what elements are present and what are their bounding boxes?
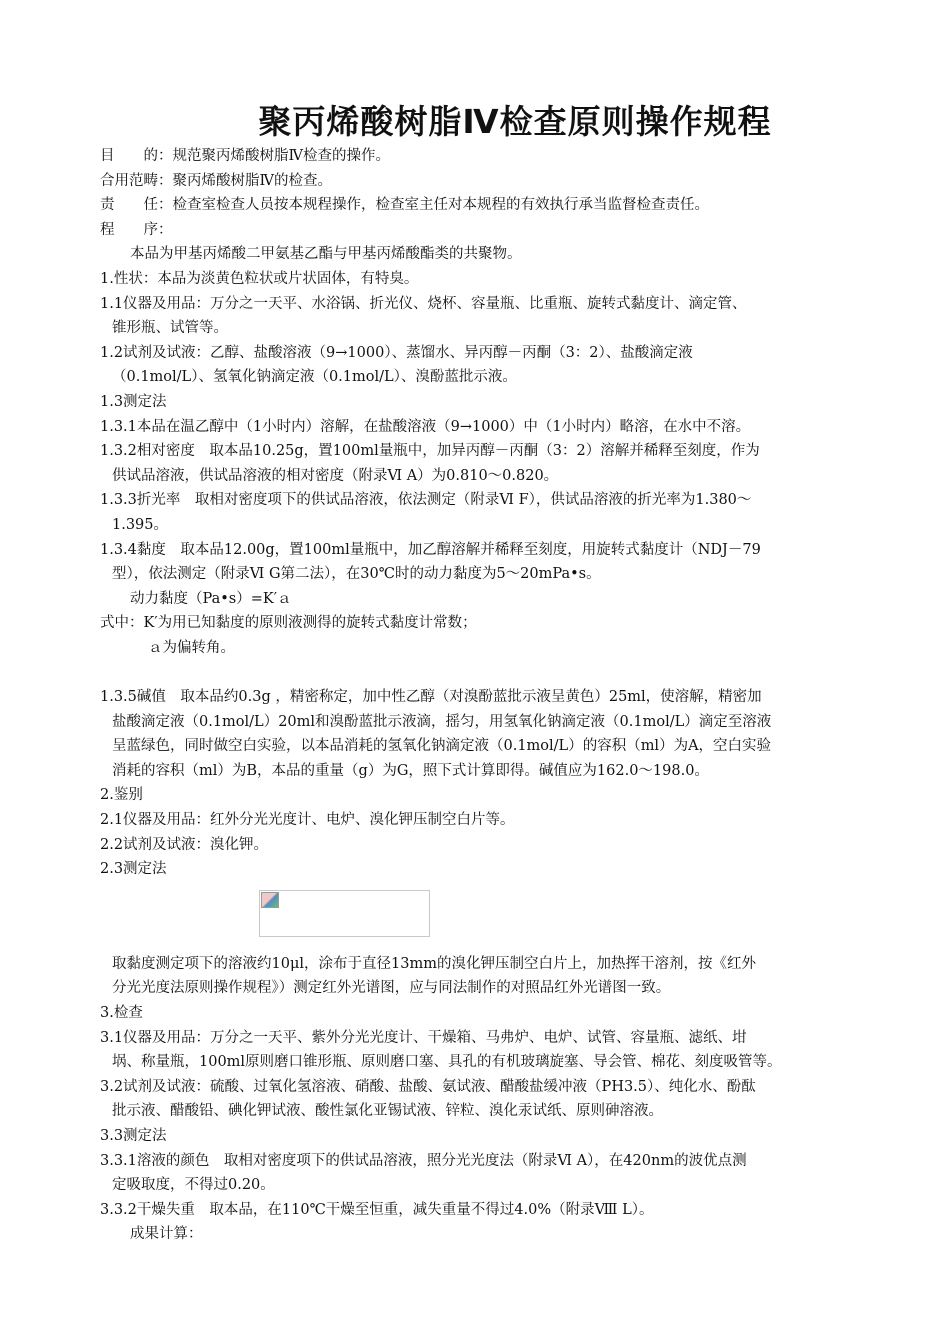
section-1-3-4-cont: 型），依法测定（附录Ⅵ G第二法），在30℃时的动力黏度为5～20mPa•s。 (112, 566, 601, 583)
section-1-3-2-cont: 供试品溶液，供试品溶液的相对密度（附录Ⅵ A）为0.810～0.820。 (112, 467, 559, 484)
section-2-3-heading: 2.3测定法 (100, 861, 167, 878)
section-2-3-text: 取黏度测定项下的溶液约10μl，涂布于直径13mm的溴化钾压制空白片上，加热挥干溶剂，按《红外 (112, 955, 756, 972)
purpose-line: 目 的：规范聚丙烯酸树脂Ⅳ检查的操作。 (100, 148, 390, 164)
section-2-2-line: 2.2试剂及试液：溴化钾。 (100, 836, 269, 853)
section-1-1-cont: 锥形瓶、试管等。 (112, 320, 228, 337)
section-3-2-line: 3.2试剂及试液：硫酸、过氧化氢溶液、硝酸、盐酸、氨试液、醋酸盐缓冲液（PH3.5）、纯化水、酚酞 (100, 1078, 756, 1095)
formula-note: 式中：K′为用已知黏度的原则液测得的旋转式黏度计常数； (100, 615, 477, 632)
section-3-3-1-line: 3.3.1溶液的颜色 取相对密度项下的供试品溶液，照分光光度法（附录Ⅵ A），在420nm的波优点测 (100, 1152, 747, 1169)
document-title: 聚丙烯酸树脂Ⅳ检查原则操作规程 (258, 102, 772, 141)
section-1-2-line: 1.2试剂及试液：乙醇、盐酸溶液（9→1000）、蒸馏水、异丙醇－丙酮（3：2）、盐酸滴定液 (100, 344, 693, 361)
document-body (100, 144, 872, 1247)
section-1-3-4-line: 1.3.4黏度 取本品12.00g，置100ml量瓶中，加乙醇溶解并稀释至刻度，用旋转式黏度计（NDJ－79 (100, 541, 761, 558)
section-1-1-line: 1.1仪器及用品：万分之一天平、水浴锅、折光仪、烧杯、容量瓶、比重瓶、旋转式黏度计、滴定管、 (100, 295, 747, 312)
blank-line (100, 660, 872, 685)
section-3-2-cont: 批示液、醋酸铅、碘化钾试液、酸性氯化亚锡试液、锌粒、溴化汞试纸、原则砷溶液。 (112, 1103, 663, 1120)
result-calculation-heading: 成果计算： (130, 1226, 203, 1243)
section-3-1-line: 3.1仪器及用品：万分之一天平、紫外分光光度计、干燥箱、马弗炉、电炉、试管、容量瓶、滤纸、坩 (100, 1029, 747, 1046)
broken-image-placeholder (259, 890, 430, 937)
responsibility-line: 责 任：检查室检查人员按本规程操作，检查室主任对本规程的有效执行承当监督检查责任。 (100, 197, 709, 214)
section-1-heading: 1.性状：本品为淡黄色粒状或片状固体，有特臭。 (100, 270, 419, 287)
section-3-3-heading: 3.3测定法 (100, 1127, 167, 1144)
section-2-heading: 2.鉴别 (100, 787, 143, 804)
section-3-1-cont: 埚、称量瓶，100ml原则磨口锥形瓶、原则磨口塞、具孔的有机玻璃旋塞、导会管、棉花、刻度吸管等。 (112, 1054, 782, 1071)
section-1-3-3-cont: 1.395。 (112, 516, 169, 533)
section-1-3-5-line: 1.3.5碱值 取本品约0.3g ，精密称定，加中性乙醇（对溴酚蓝批示液呈黄色）25ml，使溶解，精密加 (100, 689, 762, 706)
section-3-3-2-line: 3.3.2干燥失重 取本品，在110℃干燥至恒重，减失重量不得过4.0%（附录Ⅷ L）。 (100, 1201, 654, 1218)
viscosity-formula: 动力黏度（Pa•s）=K′ａ (130, 590, 292, 607)
section-1-3-5-cont-1: 盐酸滴定液（0.1mol/L）20ml和溴酚蓝批示液滴，摇匀，用氢氧化钠滴定液（0.1mol/L）滴定至溶液 (112, 713, 772, 730)
section-2-1-line: 2.1仪器及用品：红外分光光度计、电炉、溴化钾压制空白片等。 (100, 812, 515, 829)
formula-note-cont: ａ为偏转角。 (148, 639, 235, 656)
section-1-3-2-line: 1.3.2相对密度 取本品10.25g，置100ml量瓶中，加异丙醇－丙酮（3：2）溶解并稀释至刻度，作为 (100, 443, 760, 460)
section-1-2-cont: （0.1mol/L）、氢氧化钠滴定液（0.1mol/L）、溴酚蓝批示液。 (112, 369, 517, 386)
product-description: 本品为甲基丙烯酸二甲氨基乙酯与甲基丙烯酸酯类的共聚物。 (130, 246, 522, 263)
scope-line: 合用范畴：聚丙烯酸树脂Ⅳ的检查。 (100, 172, 332, 189)
section-1-3-1-line: 1.3.1本品在温乙醇中（1小时内）溶解，在盐酸溶液（9→1000）中（1小时内）略溶，在水中不溶。 (100, 418, 751, 435)
procedure-heading: 程 序： (100, 221, 173, 238)
broken-image-icon (261, 892, 279, 908)
section-3-3-1-cont: 定吸取度，不得过0.20。 (112, 1177, 275, 1194)
section-3-heading: 3.检查 (100, 1005, 143, 1021)
section-1-3-3-line: 1.3.3折光率 取相对密度项下的供试品溶液，依法测定（附录Ⅵ F），供试品溶液的折光率为1.380～ (100, 492, 752, 509)
section-1-3-5-cont-2: 呈蓝绿色，同时做空白实验，以本品消耗的氢氧化钠滴定液（0.1mol/L）的容积（ml）为A，空白实验 (112, 738, 772, 755)
section-1-3-5-cont-3: 消耗的容积（ml）为B，本品的重量（g）为G，照下式计算即得。碱值应为162.0～198.0。 (112, 762, 709, 779)
image-placeholder-row (100, 882, 872, 952)
section-1-3-heading: 1.3测定法 (100, 393, 167, 410)
section-2-3-cont: 分光光度法原则操作规程》）测定红外光谱图，应与同法制作的对照品红外光谱图一致。 (112, 980, 671, 997)
